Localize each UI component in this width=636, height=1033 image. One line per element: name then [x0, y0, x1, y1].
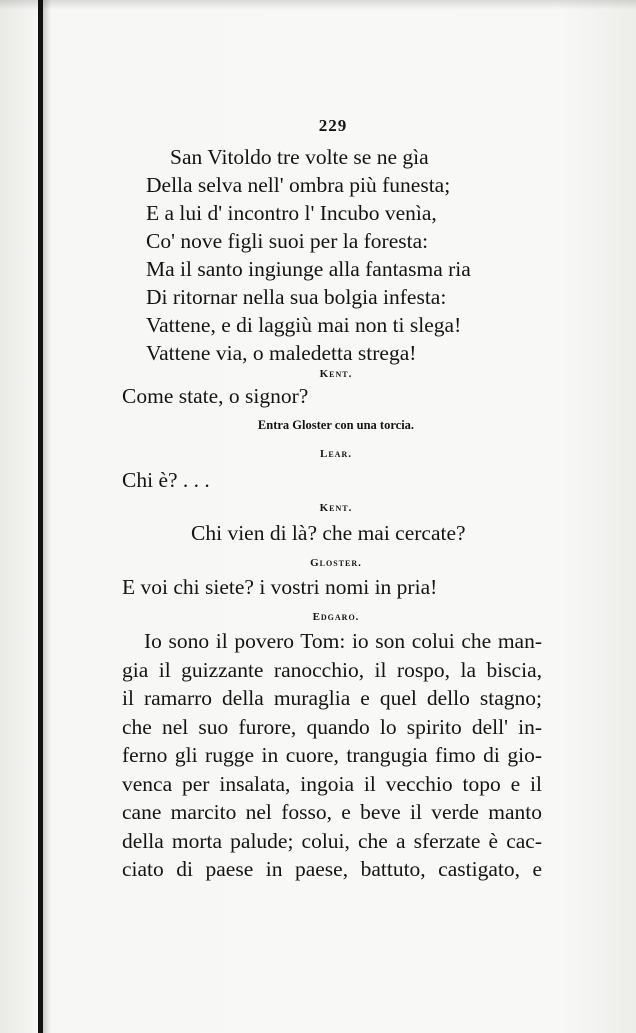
page-number: 229 — [318, 116, 348, 135]
prose-line: Io sono il povero Tom: io son colui che man- — [144, 629, 542, 653]
spine-shadow — [43, 0, 51, 1033]
stage-direction: Entra Gloster con una torcia. — [257, 418, 415, 432]
verse-line: Della selva nell' ombra più funesta; — [146, 173, 451, 197]
speaker-name-edgaro: Edgaro. — [312, 611, 360, 623]
speaker-name-gloster: Gloster. — [310, 557, 362, 569]
verse-line: San Vitoldo tre volte se ne gìa — [170, 145, 429, 169]
prose-line: ciato di paese in paese, battuto, castigato, e — [122, 857, 542, 881]
verse-line: Vattene, e di laggiù mai non ti slega! — [146, 313, 462, 337]
verse-line: Vattene via, o maledetta strega! — [146, 341, 417, 365]
verse-line: Di ritornar nella sua bolgia infesta: — [146, 285, 447, 309]
page-top-shadow — [0, 0, 636, 10]
dialogue-line-gloster: E voi chi siete? i vostri nomi in pria! — [122, 575, 438, 599]
prose-line: venca per insalata, ingoia il vecchio topo e il — [122, 771, 542, 796]
dialogue-line-kent-2: Chi vien di là? che mai cercate? — [191, 521, 466, 545]
prose-line: il ramarro della muraglia e quel dello stagno; — [122, 686, 542, 710]
verse-line: E a lui d' incontro l' Incubo venìa, — [146, 201, 437, 225]
verse-line: Co' nove figli suoi per la foresta: — [146, 229, 429, 253]
dialogue-line-kent: Come state, o signor? — [122, 384, 309, 408]
speaker-name-lear: Lear. — [320, 448, 352, 460]
prose-line: ferno gli rugge in cuore, trangugia fimo di gio- — [122, 743, 542, 767]
edgaro-speech — [122, 627, 542, 884]
verse-line: Ma il santo ingiunge alla fantasma ria — [146, 257, 471, 281]
speaker-name-kent: Kent. — [319, 368, 353, 380]
speaker-name-kent-2: Kent. — [319, 502, 353, 514]
prose-line: gia il guizzante ranocchio, il rospo, la biscia, — [122, 657, 542, 682]
dialogue-line-lear: Chi è? . . . — [122, 468, 210, 492]
prose-line: cane marcito nel fosso, e beve il verde manto — [122, 800, 542, 824]
prose-line: della morta palude; colui, che a sferzate è cac- — [122, 828, 542, 853]
prose-line: che nel suo furore, quando lo spirito dell' in- — [122, 714, 542, 739]
